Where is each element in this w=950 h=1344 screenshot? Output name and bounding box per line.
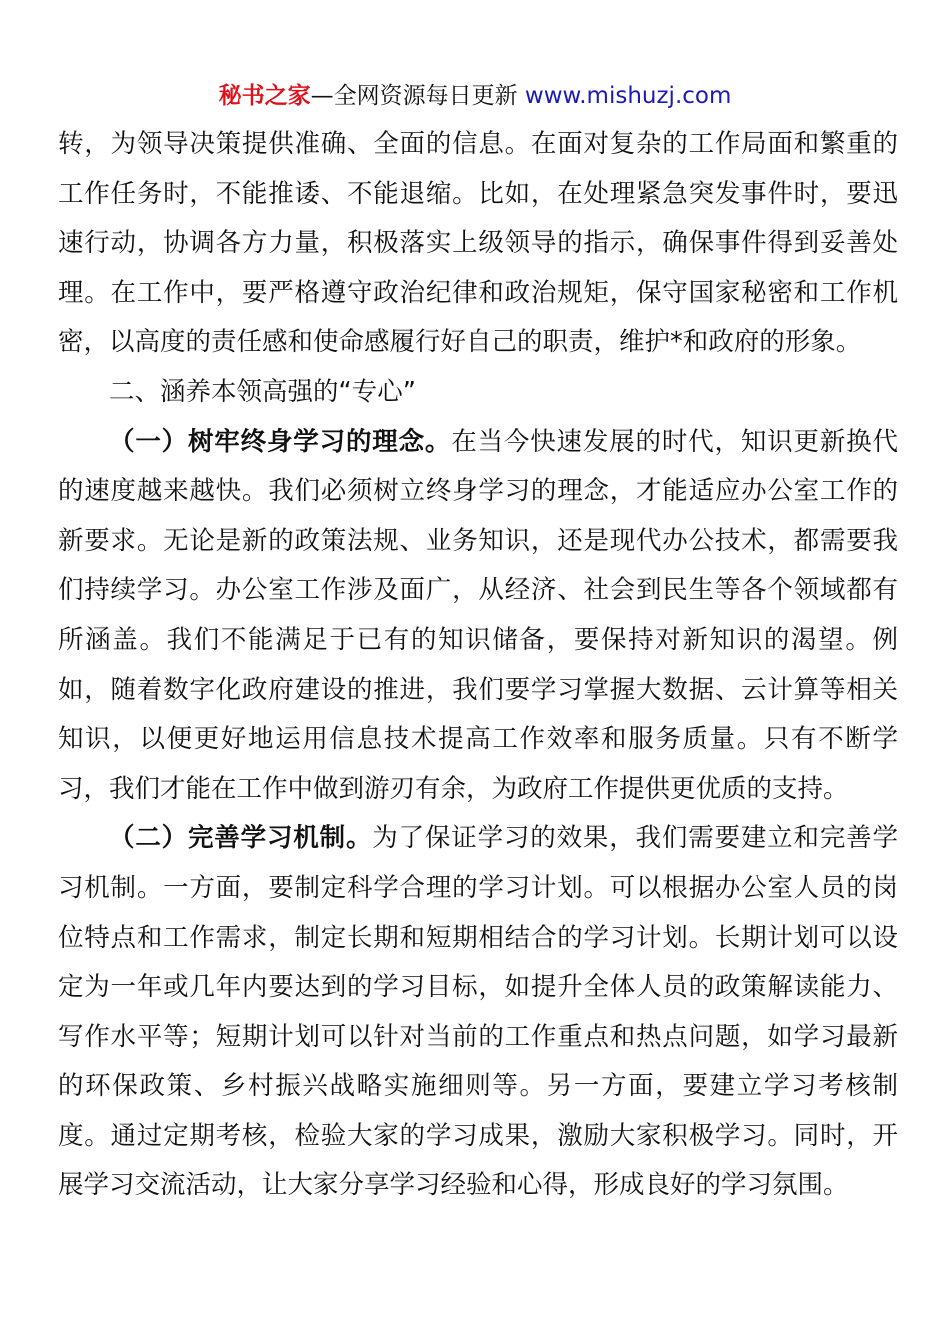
- site-tagline: —全网资源每日更新: [310, 83, 518, 109]
- subsection-1-heading: （一）树牢终身学习的理念。: [109, 426, 452, 457]
- subsection-2-text: 为了保证学习的效果，我们需要建立和完善学习机制。一方面，要制定科学合理的学习计划。可以根据办公室人员的岗位特点和工作需求，制定长期和短期相结合的学习计划。长期计划可以设定为一年或几年内要达到的学习目标，如提升全体人员的政策解读能力、写作水平等；短期计划可以针对当前的工作重点和热点问题，如学习最新的环保政策、乡村振兴战略实施细则等。另一方面，要建立学习考核制度。通过定期考核，检验大家的学习成果，激励大家积极学习。同时，开展学习交流活动，让大家分享学习经验和心得，形成良好的学习氛围。: [58, 823, 898, 1201]
- site-header: [0, 80, 950, 112]
- document-body: [58, 120, 898, 1211]
- site-url-link[interactable]: www.mishuzj.com: [524, 83, 732, 109]
- subsection-1-text: 在当今快速发展的时代，知识更新换代的速度越来越快。我们必须树立终身学习的理念，才能适应办公室工作的新要求。无论是新的政策法规、业务知识，还是现代办公技术，都需要我们持续学习。办公室工作涉及面广，从经济、社会到民生等各个领域都有所涵盖。我们不能满足于已有的知识储备，要保持对新知识的渴望。例如，随着数字化政府建设的推进，我们要学习掌握大数据、云计算等相关知识，以便更好地运用信息技术提高工作效率和服务质量。只有不断学习，我们才能在工作中做到游刃有余，为政府工作提供更优质的支持。: [58, 426, 898, 804]
- site-brand: 秘书之家: [218, 83, 311, 109]
- section-title: 二、涵养本领高强的“专心”: [109, 376, 416, 407]
- paragraph-subsection-2: [58, 814, 898, 1211]
- subsection-2-heading: （二）完善学习机制。: [109, 823, 373, 854]
- paragraph-subsection-1: [58, 418, 898, 815]
- paragraph-continued: 转，为领导决策提供准确、全面的信息。在面对复杂的工作局面和繁重的工作任务时，不能推诿、不能退缩。比如，在处理紧急突发事件时，要迅速行动，协调各方力量，积极落实上级领导的指示，确保事件得到妥善处理。在工作中，要严格遵守政治纪律和政治规矩，保守国家秘密和工作机密，以高度的责任感和使命感履行好自己的职责，维护*和政府的形象。: [58, 129, 898, 358]
